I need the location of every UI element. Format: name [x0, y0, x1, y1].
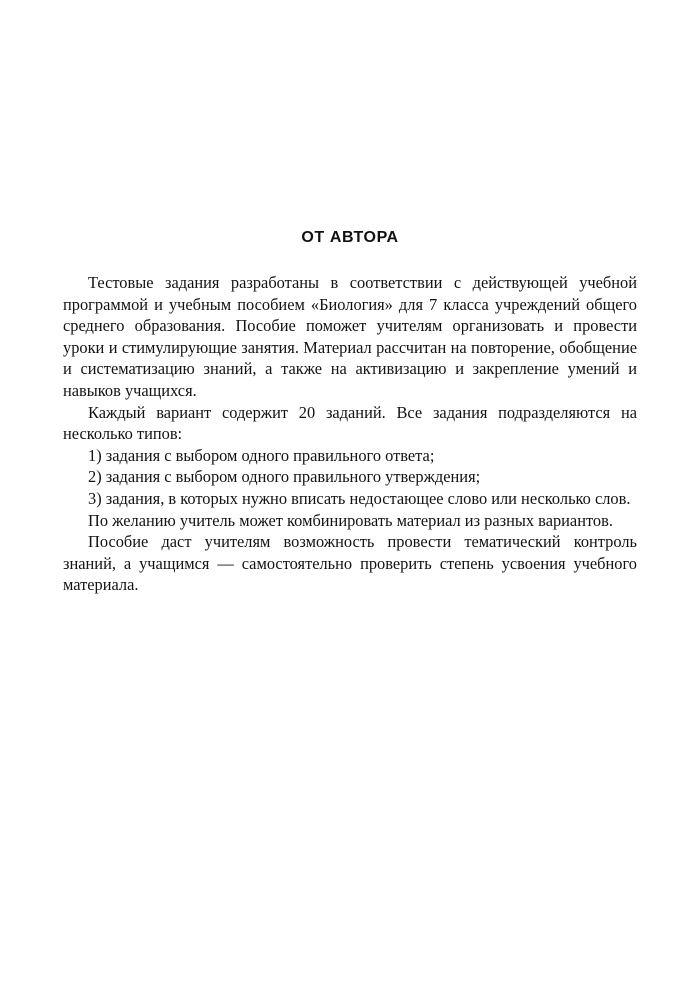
paragraph-task-types: Каждый вариант содержит 20 заданий. Все задания подразделяются на несколько типов: [63, 402, 637, 444]
list-item: 3) задания, в которых нужно вписать недостающее слово или несколько слов. [88, 488, 631, 508]
page-content [63, 228, 637, 596]
body-text-block [63, 272, 637, 596]
paragraph-closing: Пособие даст учителям возможность провести тематический контроль знаний, а учащимся — самостоятельно проверить степень усвоения учебного материала. [63, 532, 637, 595]
list-item: 2) задания с выбором одного правильного утверждения; [88, 467, 481, 487]
list-item: 1) задания с выбором одного правильного ответа; [88, 445, 435, 465]
page-title: ОТ АВТОРА [301, 229, 399, 246]
paragraph-combine-material: По желанию учитель может комбинировать материал из разных вариантов. [88, 510, 613, 530]
paragraph-intro: Тестовые задания разработаны в соответствии с действующей учебной программой и учебным пособием «Биология» для 7 класса учреждений общего среднего образования. Пособие поможет учителям организовать и провести уроки и стимулирующие занятия. Материал рассчитан на повторение, обобщение и систематизацию знаний, а также на активизацию и закрепление умений и навыков учащихся. [63, 273, 637, 400]
